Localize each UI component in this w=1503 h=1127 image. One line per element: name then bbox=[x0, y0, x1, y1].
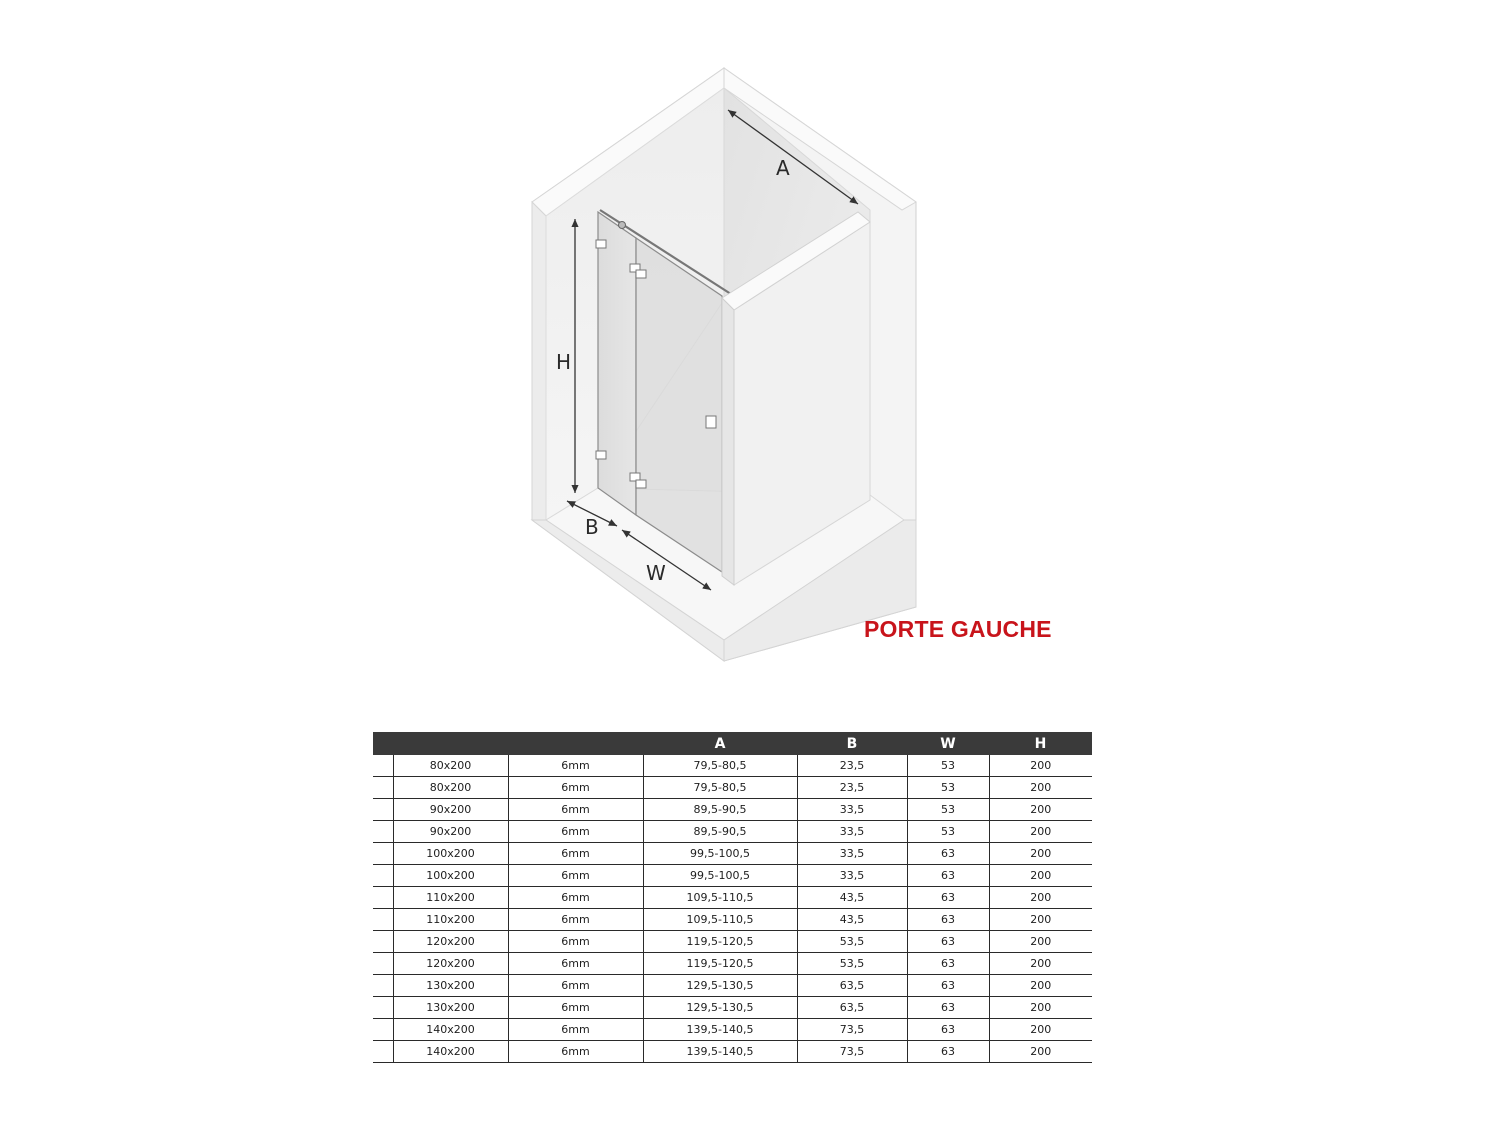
table-cell: 200 bbox=[989, 799, 1092, 821]
table-cell: 6mm bbox=[508, 821, 643, 843]
table-row bbox=[373, 1019, 1092, 1041]
table-header-cell bbox=[508, 732, 643, 755]
table-cell: 79,5-80,5 bbox=[643, 755, 797, 777]
table-cell bbox=[373, 865, 393, 887]
table-cell: 6mm bbox=[508, 975, 643, 997]
table-cell: 63 bbox=[907, 975, 989, 997]
hinge-top-door-2 bbox=[636, 270, 646, 278]
dim-label-b: B bbox=[585, 515, 599, 539]
table-row bbox=[373, 1041, 1092, 1063]
table-cell: 140x200 bbox=[393, 1019, 508, 1041]
table-cell: 200 bbox=[989, 1041, 1092, 1063]
door-side-label: PORTE GAUCHE bbox=[864, 616, 1052, 642]
table-row bbox=[373, 755, 1092, 777]
table-row bbox=[373, 865, 1092, 887]
table-cell: 6mm bbox=[508, 799, 643, 821]
bar-bracket bbox=[619, 222, 626, 229]
table-row bbox=[373, 843, 1092, 865]
table-cell: 80x200 bbox=[393, 755, 508, 777]
table-cell: 63,5 bbox=[797, 997, 907, 1019]
table-cell: 33,5 bbox=[797, 821, 907, 843]
table-cell: 200 bbox=[989, 953, 1092, 975]
table-cell: 53,5 bbox=[797, 931, 907, 953]
front-wall-edge bbox=[722, 298, 734, 585]
table-cell: 200 bbox=[989, 997, 1092, 1019]
table-cell: 119,5-120,5 bbox=[643, 931, 797, 953]
table-cell: 79,5-80,5 bbox=[643, 777, 797, 799]
table-cell: 200 bbox=[989, 887, 1092, 909]
table-cell: 89,5-90,5 bbox=[643, 821, 797, 843]
table-header-b: B bbox=[797, 732, 907, 755]
table-cell: 63 bbox=[907, 865, 989, 887]
table-cell bbox=[373, 1041, 393, 1063]
table-row bbox=[373, 887, 1092, 909]
table-row bbox=[373, 953, 1092, 975]
table-cell: 99,5-100,5 bbox=[643, 865, 797, 887]
table-cell: 130x200 bbox=[393, 997, 508, 1019]
table-cell: 200 bbox=[989, 777, 1092, 799]
table-cell: 53 bbox=[907, 777, 989, 799]
table-cell bbox=[373, 755, 393, 777]
table-cell: 6mm bbox=[508, 1019, 643, 1041]
hinge-bottom-left bbox=[596, 451, 606, 459]
table-cell: 6mm bbox=[508, 1041, 643, 1063]
hinge-top-left bbox=[596, 240, 606, 248]
table-cell bbox=[373, 931, 393, 953]
table-cell: 110x200 bbox=[393, 887, 508, 909]
table-cell: 6mm bbox=[508, 865, 643, 887]
table-cell bbox=[373, 799, 393, 821]
table-cell: 63 bbox=[907, 909, 989, 931]
table-cell: 100x200 bbox=[393, 843, 508, 865]
table-cell bbox=[373, 777, 393, 799]
table-cell: 80x200 bbox=[393, 777, 508, 799]
table-cell: 6mm bbox=[508, 997, 643, 1019]
table-cell: 100x200 bbox=[393, 865, 508, 887]
table-cell: 63 bbox=[907, 953, 989, 975]
hinge-bottom-door-2 bbox=[636, 480, 646, 488]
table-row bbox=[373, 975, 1092, 997]
table-cell bbox=[373, 843, 393, 865]
table-cell: 109,5-110,5 bbox=[643, 887, 797, 909]
table-cell: 129,5-130,5 bbox=[643, 975, 797, 997]
table-cell: 200 bbox=[989, 975, 1092, 997]
dim-label-h: H bbox=[556, 350, 572, 374]
shell-left-face bbox=[532, 202, 546, 520]
table-header-h: H bbox=[989, 732, 1092, 755]
table-cell bbox=[373, 997, 393, 1019]
dim-label-a: A bbox=[776, 156, 790, 180]
table-cell: 6mm bbox=[508, 843, 643, 865]
table-cell: 63 bbox=[907, 997, 989, 1019]
table-cell bbox=[373, 953, 393, 975]
table-cell: 6mm bbox=[508, 777, 643, 799]
table-cell: 119,5-120,5 bbox=[643, 953, 797, 975]
table-row bbox=[373, 777, 1092, 799]
table-cell: 73,5 bbox=[797, 1041, 907, 1063]
table-row bbox=[373, 821, 1092, 843]
table-header-cell bbox=[373, 732, 393, 755]
table-cell: 73,5 bbox=[797, 1019, 907, 1041]
table-cell bbox=[373, 909, 393, 931]
table-cell: 63 bbox=[907, 887, 989, 909]
table-cell: 23,5 bbox=[797, 777, 907, 799]
table-cell: 90x200 bbox=[393, 799, 508, 821]
table-cell: 63 bbox=[907, 843, 989, 865]
glass-door bbox=[636, 238, 722, 572]
table-cell: 63 bbox=[907, 1019, 989, 1041]
table-body bbox=[373, 755, 1092, 1063]
table-cell bbox=[373, 887, 393, 909]
table-cell: 90x200 bbox=[393, 821, 508, 843]
table-header-w: W bbox=[907, 732, 989, 755]
table-cell: 6mm bbox=[508, 931, 643, 953]
table-cell: 109,5-110,5 bbox=[643, 909, 797, 931]
table-cell: 200 bbox=[989, 909, 1092, 931]
table-cell: 23,5 bbox=[797, 755, 907, 777]
table-cell: 43,5 bbox=[797, 909, 907, 931]
table-cell: 110x200 bbox=[393, 909, 508, 931]
table-cell: 6mm bbox=[508, 755, 643, 777]
table-cell: 63,5 bbox=[797, 975, 907, 997]
fixed-glass-panel bbox=[598, 212, 636, 515]
table-cell: 200 bbox=[989, 843, 1092, 865]
table-cell: 200 bbox=[989, 1019, 1092, 1041]
table-cell: 120x200 bbox=[393, 931, 508, 953]
table-cell: 140x200 bbox=[393, 1041, 508, 1063]
table-cell: 33,5 bbox=[797, 843, 907, 865]
table-cell: 53 bbox=[907, 755, 989, 777]
table-cell: 200 bbox=[989, 755, 1092, 777]
door-handle bbox=[706, 416, 716, 428]
table-cell: 139,5-140,5 bbox=[643, 1041, 797, 1063]
table-cell: 130x200 bbox=[393, 975, 508, 997]
table-row bbox=[373, 909, 1092, 931]
table-cell: 6mm bbox=[508, 953, 643, 975]
table-header-a: A bbox=[643, 732, 797, 755]
table-cell: 99,5-100,5 bbox=[643, 843, 797, 865]
table-cell: 129,5-130,5 bbox=[643, 997, 797, 1019]
table-cell bbox=[373, 975, 393, 997]
table-row bbox=[373, 931, 1092, 953]
table-row bbox=[373, 997, 1092, 1019]
table-row bbox=[373, 799, 1092, 821]
table-cell: 53 bbox=[907, 799, 989, 821]
table-cell: 63 bbox=[907, 1041, 989, 1063]
table-cell: 33,5 bbox=[797, 799, 907, 821]
dimensions-table bbox=[373, 732, 1092, 1063]
table-cell: 89,5-90,5 bbox=[643, 799, 797, 821]
table-cell: 63 bbox=[907, 931, 989, 953]
table-cell: 53,5 bbox=[797, 953, 907, 975]
table-cell: 6mm bbox=[508, 887, 643, 909]
table-cell: 43,5 bbox=[797, 887, 907, 909]
table-cell bbox=[373, 1019, 393, 1041]
table-cell: 200 bbox=[989, 865, 1092, 887]
table-cell: 120x200 bbox=[393, 953, 508, 975]
table-cell: 33,5 bbox=[797, 865, 907, 887]
dim-label-w: W bbox=[646, 561, 666, 585]
table-header-cell bbox=[393, 732, 508, 755]
table-cell: 200 bbox=[989, 821, 1092, 843]
table-cell: 6mm bbox=[508, 909, 643, 931]
table-cell bbox=[373, 821, 393, 843]
table-cell: 200 bbox=[989, 931, 1092, 953]
table-header-row bbox=[373, 732, 1092, 755]
table-cell: 53 bbox=[907, 821, 989, 843]
table-cell: 139,5-140,5 bbox=[643, 1019, 797, 1041]
